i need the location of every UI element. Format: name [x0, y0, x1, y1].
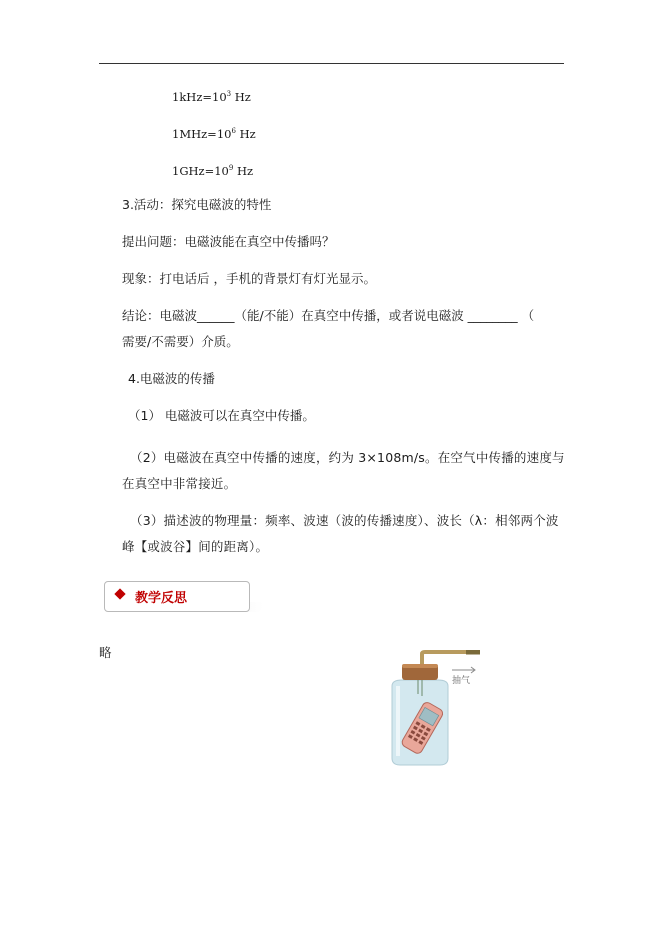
propagation-item-3: （3）描述波的物理量：频率、波速（波的传播速度）、波长（λ：相邻两个波峰【或波谷】间的距离）。 [122, 513, 559, 554]
diamond-icon [114, 588, 125, 599]
propagation-item-2: （2）电磁波在真空中传播的速度，约为 3×108m/s。在空气中传播的速度与在真空中非常接近。 [122, 450, 565, 491]
activity-phenomenon: 现象：打电话后 ，手机的背景灯有灯光显示。 [122, 271, 376, 286]
unit-khz-exponent: 3 [226, 90, 232, 98]
propagation-heading: 4.电磁波的传播 [128, 371, 215, 386]
suction-label: 抽气 [452, 676, 471, 686]
unit-mhz [172, 123, 256, 142]
unit-ghz-unit: Hz [233, 164, 254, 178]
activity-conclusion-line2: 需要/不需要）介质。 [122, 334, 239, 349]
activity-question: 提出问题：电磁波能在真空中传播吗？ [122, 234, 335, 249]
unit-mhz-base: 1MHz=10 [172, 127, 232, 141]
reflection-banner [104, 581, 250, 612]
unit-khz-base: 1kHz=10 [172, 90, 227, 104]
activity-conclusion-line1: 结论：电磁波______（能/不能）在真空中传播，或者说电磁波 ________ （ [122, 308, 535, 323]
activity-heading: 3.活动：探究电磁波的特性 [122, 197, 272, 212]
unit-ghz-base: 1GHz=10 [172, 164, 229, 178]
reflection-banner-title: 教学反思 [135, 591, 188, 606]
unit-ghz [172, 160, 253, 179]
reflection-body: 略 [99, 645, 112, 660]
unit-khz-unit: Hz [231, 90, 251, 104]
unit-ghz-exponent: 9 [228, 164, 234, 172]
unit-khz [172, 86, 251, 105]
cap-top [402, 664, 438, 668]
vacuum-jar-phone-illustration [382, 650, 482, 768]
unit-mhz-unit: Hz [235, 127, 256, 141]
unit-mhz-exponent: 6 [231, 127, 236, 135]
jar-highlight [396, 686, 400, 756]
propagation-item-1: （1） 电磁波可以在真空中传播。 [128, 408, 315, 423]
vacuum-jar-svg [382, 650, 482, 768]
header-rule [99, 63, 564, 64]
